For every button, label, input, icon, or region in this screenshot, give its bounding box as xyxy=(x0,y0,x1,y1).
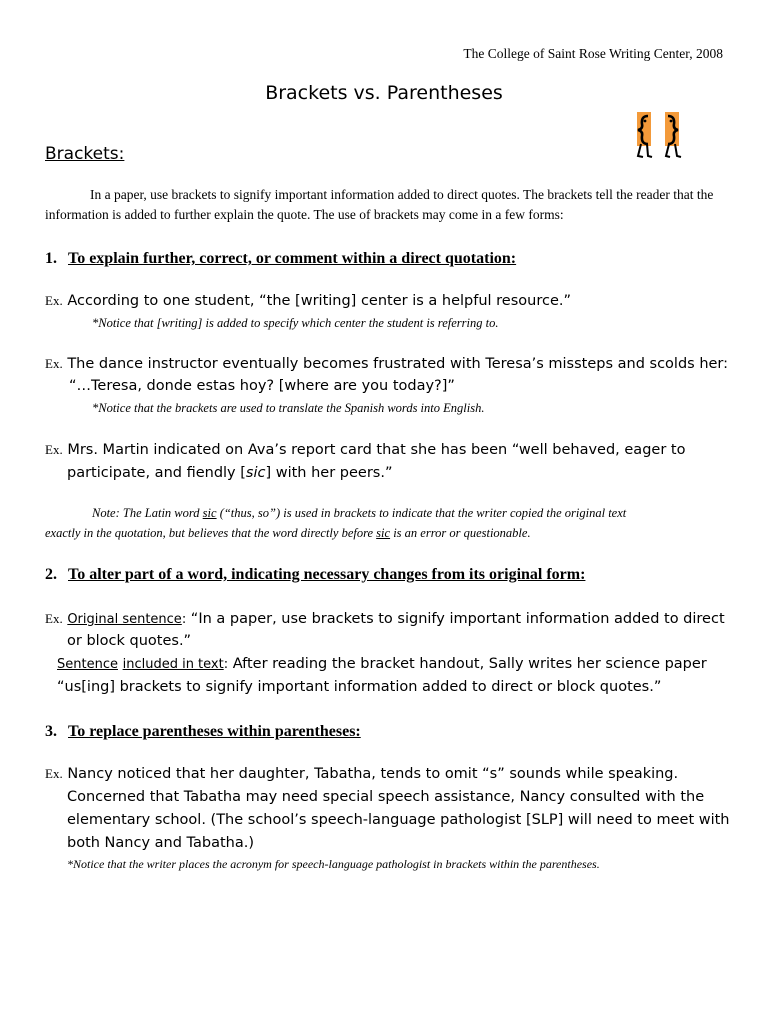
included-colon: : xyxy=(223,657,229,672)
intro-paragraph: In a paper, use brackets to signify important information added to direct quotes. The brackets tell the reader that the information is added to further explain the quote. The use of brackets may come in a few forms: xyxy=(45,187,714,222)
example-4-line-3: elementary school. (The school’s speech-language pathologist [SLP] will need to meet with xyxy=(67,812,730,828)
latin-note-sic: sic xyxy=(202,506,217,520)
ex-label: Ex. xyxy=(45,442,63,457)
included-label-b: included in text xyxy=(122,657,224,672)
latin-note2-sic: sic xyxy=(376,526,391,540)
section-1-heading-text: To explain further, correct, or comment within a direct quotation: xyxy=(68,250,517,267)
original-sentence-line-1 xyxy=(45,611,725,627)
page-title: Brackets vs. Parentheses xyxy=(265,82,503,104)
ex-label: Ex. xyxy=(45,293,63,308)
latin-note-b: (“thus, so”) is used in brackets to indicate that the writer copied the original text xyxy=(216,506,627,520)
note-3: *Notice that the writer places the acronym for speech-language pathologist in brackets within the parentheses. xyxy=(67,857,600,871)
ex-label: Ex. xyxy=(45,356,63,371)
example-2-line-1 xyxy=(45,356,728,372)
latin-note2-b: is an error or questionable. xyxy=(390,526,531,540)
sic-word: sic xyxy=(245,465,266,481)
example-3-line-2 xyxy=(67,465,392,481)
example-3-text-2a: participate, and fiendly [ xyxy=(67,465,246,481)
section-3-number: 3. xyxy=(45,723,57,740)
example-4-line-1 xyxy=(45,766,678,782)
example-2-text-1: The dance instructor eventually becomes frustrated with Teresa’s missteps and scolds her: xyxy=(67,356,729,372)
example-1 xyxy=(45,293,571,309)
example-1-text: According to one student, “the [writing] center is a helpful resource.” xyxy=(67,293,571,309)
example-4-line-4: both Nancy and Tabatha.) xyxy=(67,835,254,851)
example-3-text-2b: ] with her peers.” xyxy=(265,465,393,481)
bracket-figures-logo xyxy=(633,110,685,162)
ex-label: Ex. xyxy=(45,611,63,626)
included-label-a: Sentence xyxy=(57,657,118,672)
original-sentence-colon: : xyxy=(181,612,187,627)
section-1-number: 1. xyxy=(45,250,57,267)
section-title: Brackets: xyxy=(45,144,125,164)
included-sentence-line-2: “us[ing] brackets to signify important information added to direct or block quotes.” xyxy=(57,679,662,695)
section-2-number: 2. xyxy=(45,566,57,583)
original-sentence-label: Original sentence xyxy=(67,612,182,627)
note-2: *Notice that the brackets are used to translate the Spanish words into English. xyxy=(92,401,485,415)
section-1-heading xyxy=(45,250,516,268)
original-sentence-text-1: “In a paper, use brackets to signify important information added to direct xyxy=(186,611,725,627)
section-3-heading xyxy=(45,723,361,741)
latin-note-a: Note: The Latin word xyxy=(92,506,203,520)
section-2-heading-text: To alter part of a word, indicating necessary changes from its original form: xyxy=(68,566,586,583)
included-text-1: After reading the bracket handout, Sally writes her science paper xyxy=(228,656,707,672)
latin-note-line-1 xyxy=(92,506,626,521)
section-3-heading-text: To replace parentheses within parentheses: xyxy=(68,723,361,740)
note-1: *Notice that [writing] is added to specify which center the student is referring to. xyxy=(92,316,499,330)
example-4-text-1: Nancy noticed that her daughter, Tabatha, tends to omit “s” sounds while speaking. xyxy=(67,766,679,782)
section-2-heading xyxy=(45,566,585,584)
example-4-line-2: Concerned that Tabatha may need special speech assistance, Nancy consulted with the xyxy=(67,789,705,805)
ex-label: Ex. xyxy=(45,766,63,781)
example-3-text-1: Mrs. Martin indicated on Ava’s report card that she has been “well behaved, eager to xyxy=(67,442,686,458)
included-sentence-line-1 xyxy=(57,656,707,672)
original-sentence-line-2: or block quotes.” xyxy=(67,633,192,649)
latin-note2-a: exactly in the quotation, but believes that the word directly before xyxy=(45,526,377,540)
example-2-line-2: “…Teresa, donde estas hoy? [where are you today?]” xyxy=(69,378,455,394)
header-credit: The College of Saint Rose Writing Center, 2008 xyxy=(463,46,723,61)
example-3-line-1 xyxy=(45,442,685,458)
latin-note-line-2 xyxy=(45,526,531,541)
